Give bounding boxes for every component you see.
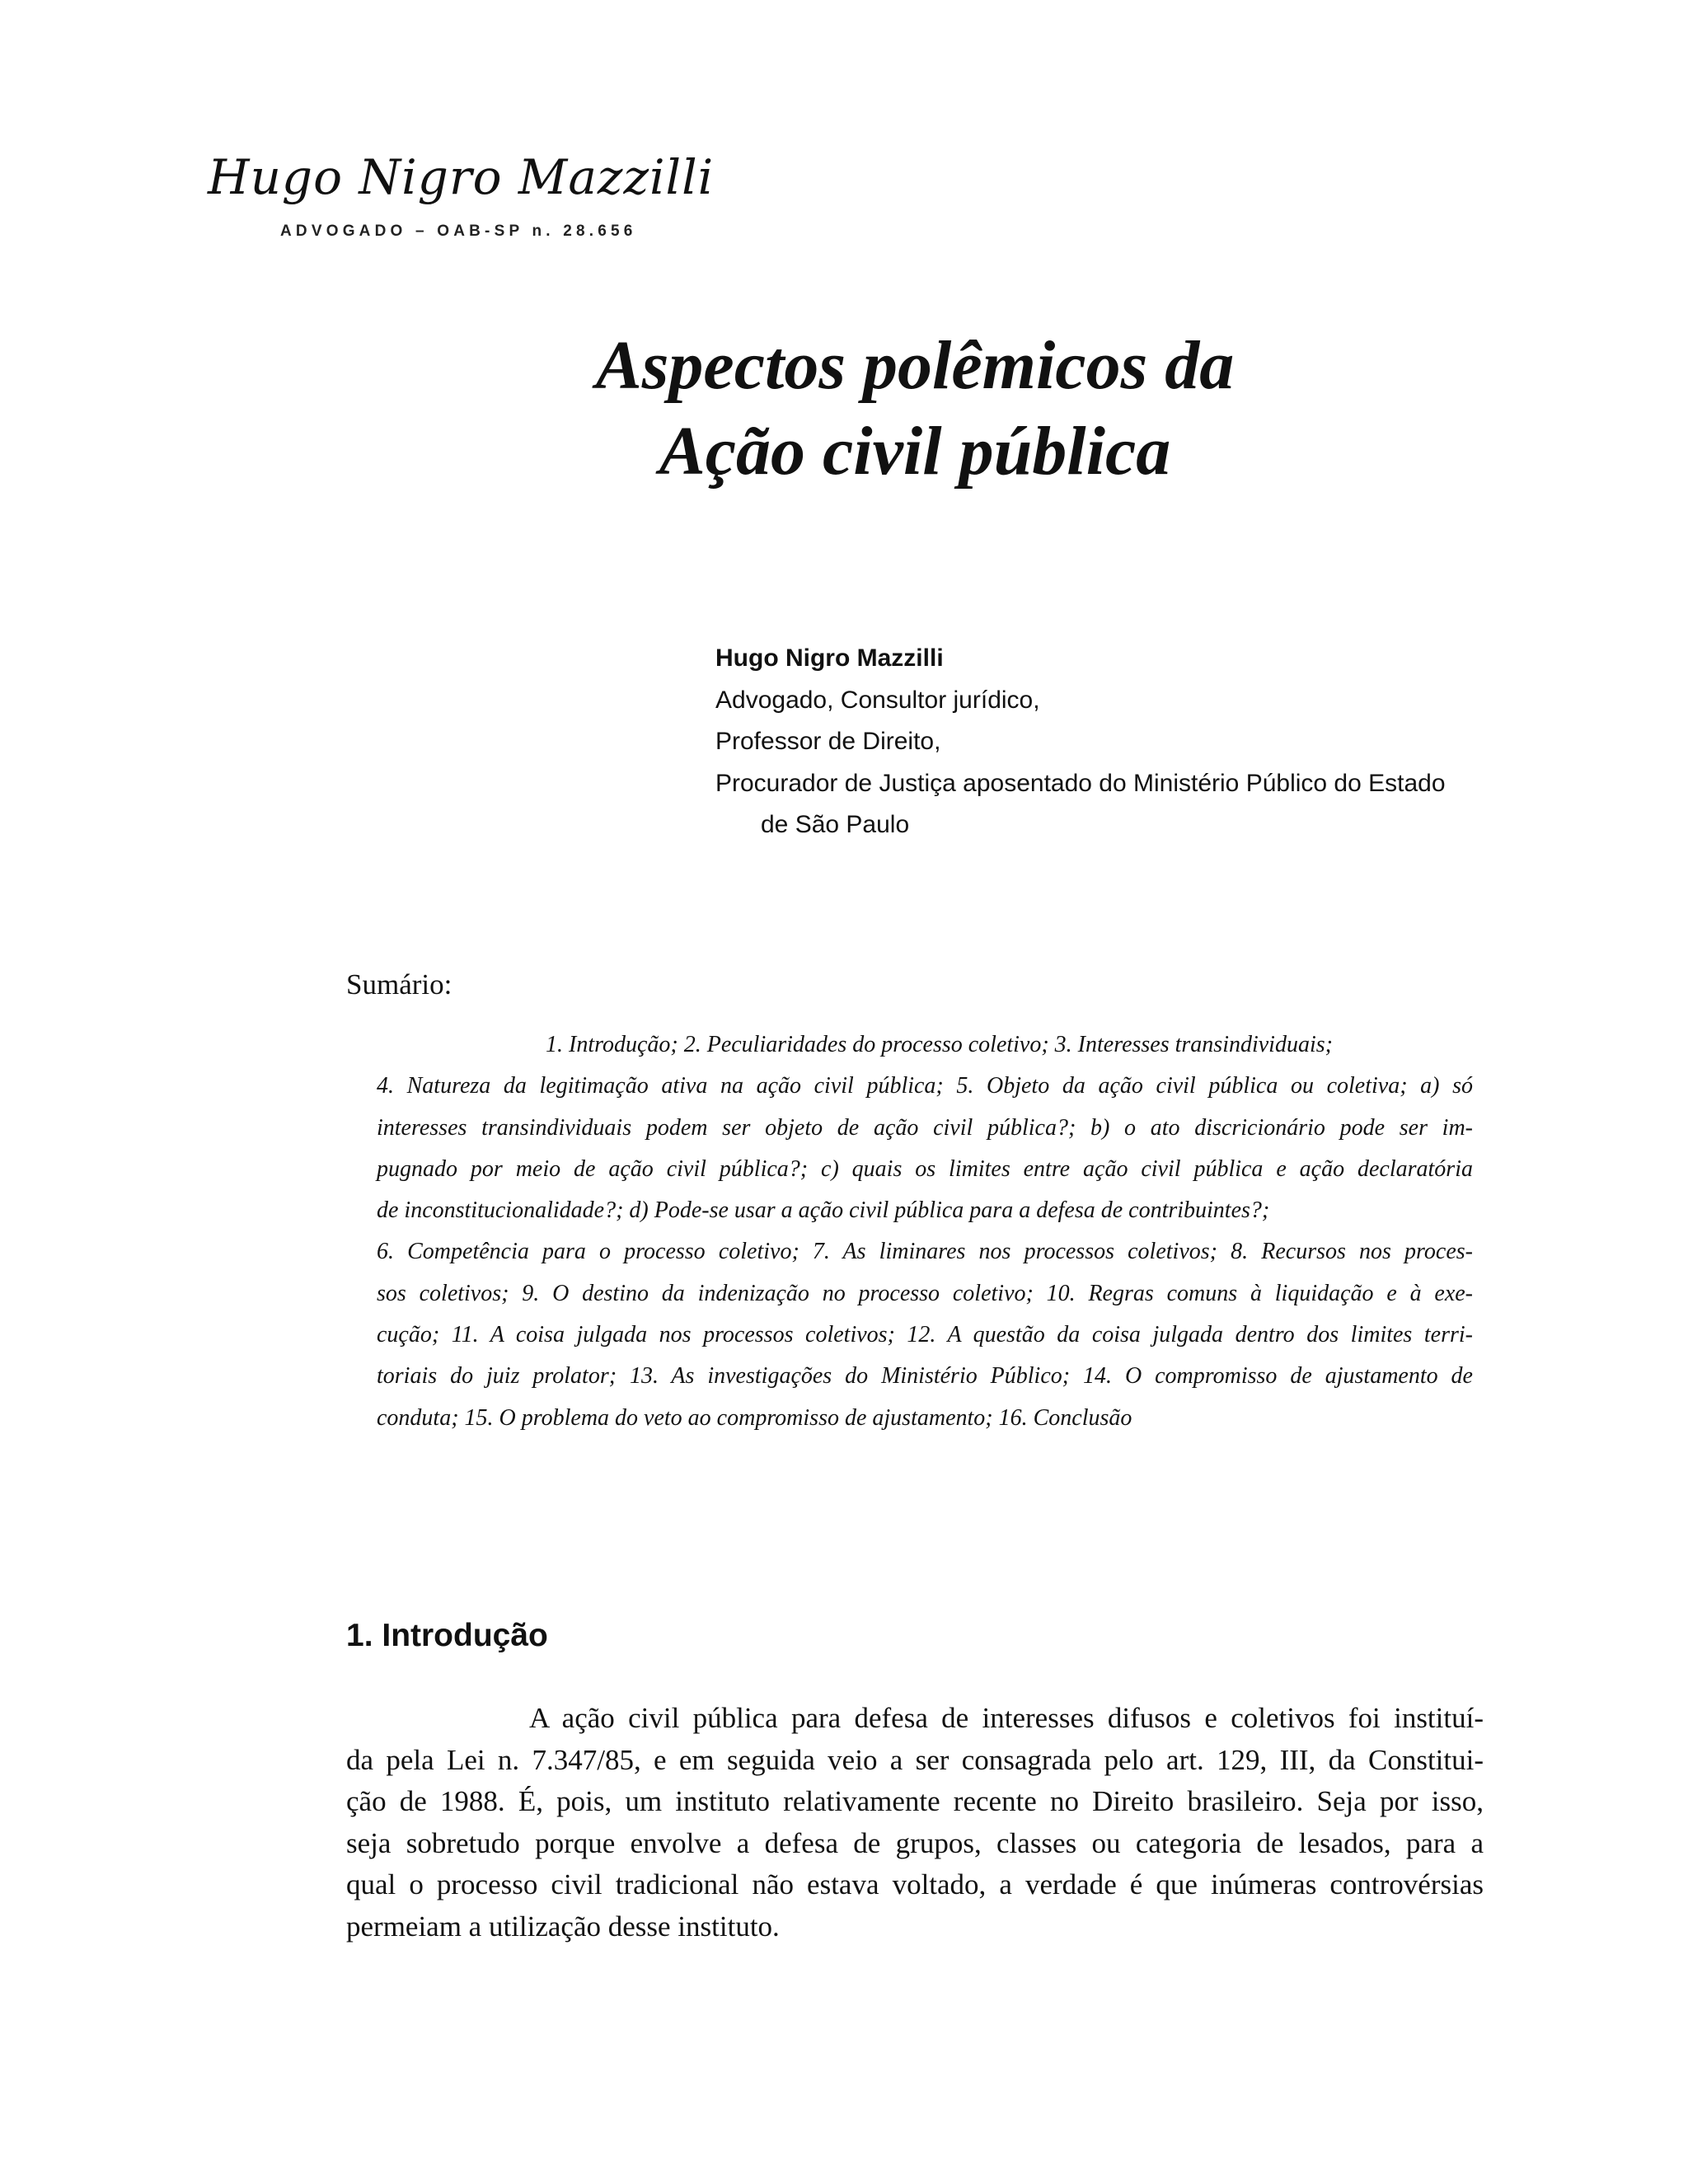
summary-line: 4. Natureza da legitimação ativa na ação civil pública; 5. Objeto da ação civil pública ou coletiva; a) só — [377, 1073, 1473, 1099]
summary-line: sos coletivos; 9. O destino da indenização no processo coletivo; 10. Regras comuns à liquidação e à exe- — [377, 1280, 1473, 1306]
section-heading: 1. Introdução — [346, 1618, 548, 1653]
intro-paragraph — [346, 1698, 1484, 1947]
summary-line: toriais do juiz prolator; 13. As investigações do Ministério Público; 14. O compromisso de ajustamento de — [377, 1363, 1473, 1390]
title-line-1: Aspectos polêmicos da — [595, 327, 1235, 404]
paragraph-line: da pela Lei n. 7.347/85, e em seguida veio a ser consagrada pelo art. 129, III, da Constitui- — [346, 1743, 1484, 1776]
paragraph-line: seja sobretudo porque envolve a defesa de grupos, classes ou categoria de lesados, para a — [346, 1826, 1484, 1859]
author-block — [715, 638, 1507, 846]
summary-text — [377, 1024, 1473, 1439]
summary-line: de inconstitucionalidade?; d) Pode-se usar a ação civil pública para a defesa de contribuintes?; — [377, 1197, 1270, 1224]
letterhead — [208, 148, 834, 240]
letterhead-subtitle: ADVOGADO – OAB-SP n. 28.656 — [280, 223, 637, 240]
summary-line: interesses transindividuais podem ser objeto de ação civil pública?; b) o ato discricionário pode ser im- — [377, 1114, 1473, 1141]
author-line: de São Paulo — [761, 811, 910, 838]
author-line: Professor de Direito, — [715, 728, 941, 755]
author-line: Procurador de Justiça aposentado do Ministério Público do Estado — [715, 769, 1446, 797]
summary-line: conduta; 15. O problema do veto ao compromisso de ajustamento; 16. Conclusão — [377, 1404, 1132, 1431]
summary-line: cução; 11. A coisa julgada nos processos coletivos; 12. A questão da coisa julgada dentro dos limites terri- — [377, 1322, 1473, 1348]
summary-line: pugnado por meio de ação civil pública?; c) quais os limites entre ação civil pública e ação declaratória — [377, 1155, 1473, 1182]
paragraph-line: A ação civil pública para defesa de interesses difusos e coletivos foi instituí- — [529, 1702, 1484, 1734]
document-title — [462, 323, 1368, 494]
summary-line: 6. Competência para o processo coletivo; 7. As liminares nos processos coletivos; 8. Recursos nos proces- — [377, 1239, 1473, 1265]
paragraph-line: ção de 1988. É, pois, um instituto relativamente recente no Direito brasileiro. Seja por isso, — [346, 1785, 1484, 1817]
letterhead-name: Hugo Nigro Mazzilli — [208, 149, 715, 205]
title-line-2: Ação civil pública — [659, 413, 1171, 490]
summary-label: Sumário: — [346, 968, 452, 1001]
paragraph-line: permeiam a utilização desse instituto. — [346, 1910, 780, 1943]
paragraph-line: qual o processo civil tradicional não estava voltado, a verdade é que inúmeras controvérsias — [346, 1868, 1484, 1900]
author-line: Advogado, Consultor jurídico, — [715, 686, 1040, 714]
summary-line: 1. Introdução; 2. Peculiaridades do processo coletivo; 3. Interesses transindividuais; — [546, 1032, 1333, 1057]
author-name: Hugo Nigro Mazzilli — [715, 644, 944, 672]
